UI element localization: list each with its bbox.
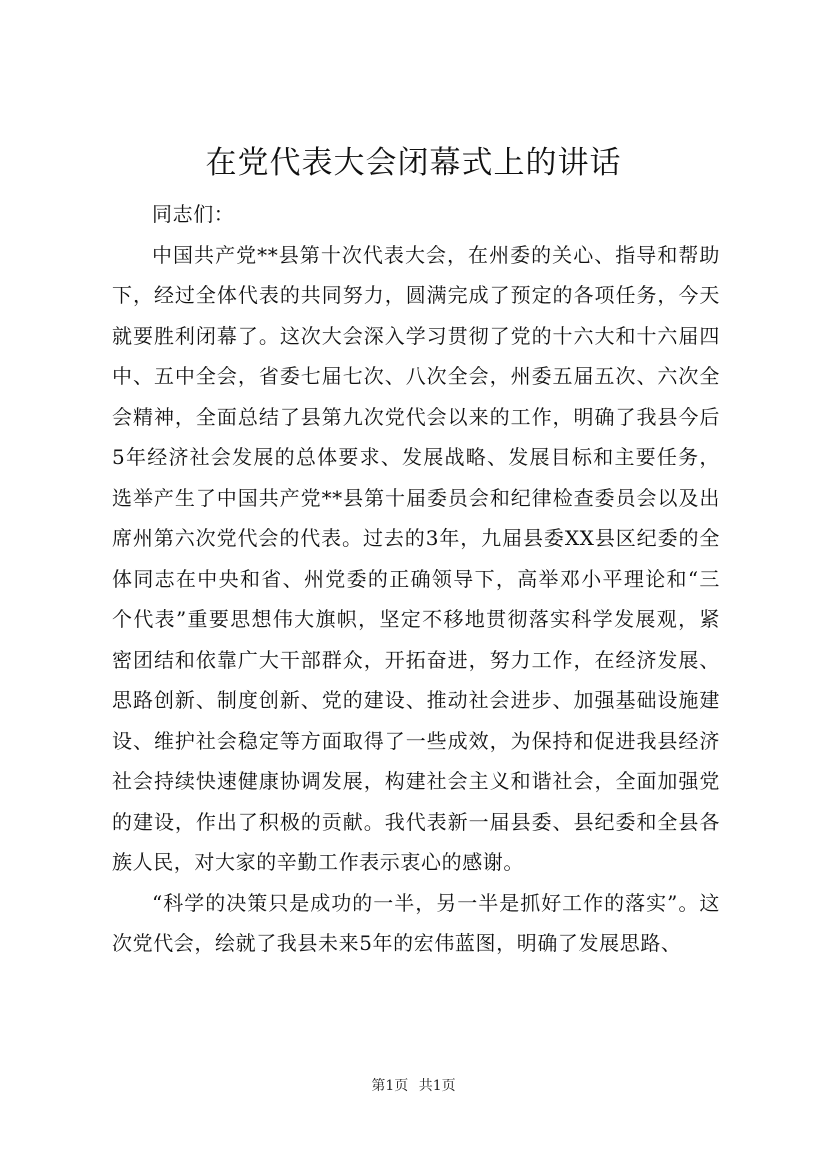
salutation: 同志们： (152, 202, 235, 226)
document-title: 在党代表大会闭幕式上的讲话 (205, 145, 622, 181)
page-footer (0, 1076, 827, 1096)
page-total: 共1页 (418, 1078, 456, 1094)
document-body (112, 194, 720, 964)
paragraph: “科学的决策只是成功的一半，另一半是抓好工作的落实”。这次党代会，绘就了我县未来5年的宏伟蓝图，明确了发展思路、 (112, 890, 720, 955)
paragraph: 中国共产党**县第十次代表大会，在州委的关心、指导和帮助下，经过全体代表的共同努力，圆满完成了预定的各项任务，今天就要胜利闭幕了。这次大会深入学习贯彻了党的十六大和十六届四中、五中全会，省委七届七次、八次全会，州委五届五次、六次全会精神，全面总结了县第九次党代会以来的工作，明确了我县今后5年经济社会发展的总体要求、发展战略、发展目标和主要任务，选举产生了中国共产党**县第十届委员会和纪律检查委员会以及出席州第六次党代会的代表。过去的3年，九届县委XX县区纪委的全体同志在中央和省、州党委的正确领导下，高举邓小平理论和“三个代表”重要思想伟大旗帜，坚定不移地贯彻落实科学发展观，紧密团结和依靠广大干部群众，开拓奋进，努力工作，在经济发展、思路创新、制度创新、党的建设、推动社会进步、加强基础设施建设、维护社会稳定等方面取得了一些成效，为保持和促进我县经济社会持续快速健康协调发展，构建社会主义和谐社会，全面加强党的建设，作出了积极的贡献。我代表新一届县委、县纪委和全县各族人民，对大家的辛勤工作表示衷心的感谢。 (112, 242, 720, 874)
page-number: 第1页 (371, 1078, 409, 1094)
